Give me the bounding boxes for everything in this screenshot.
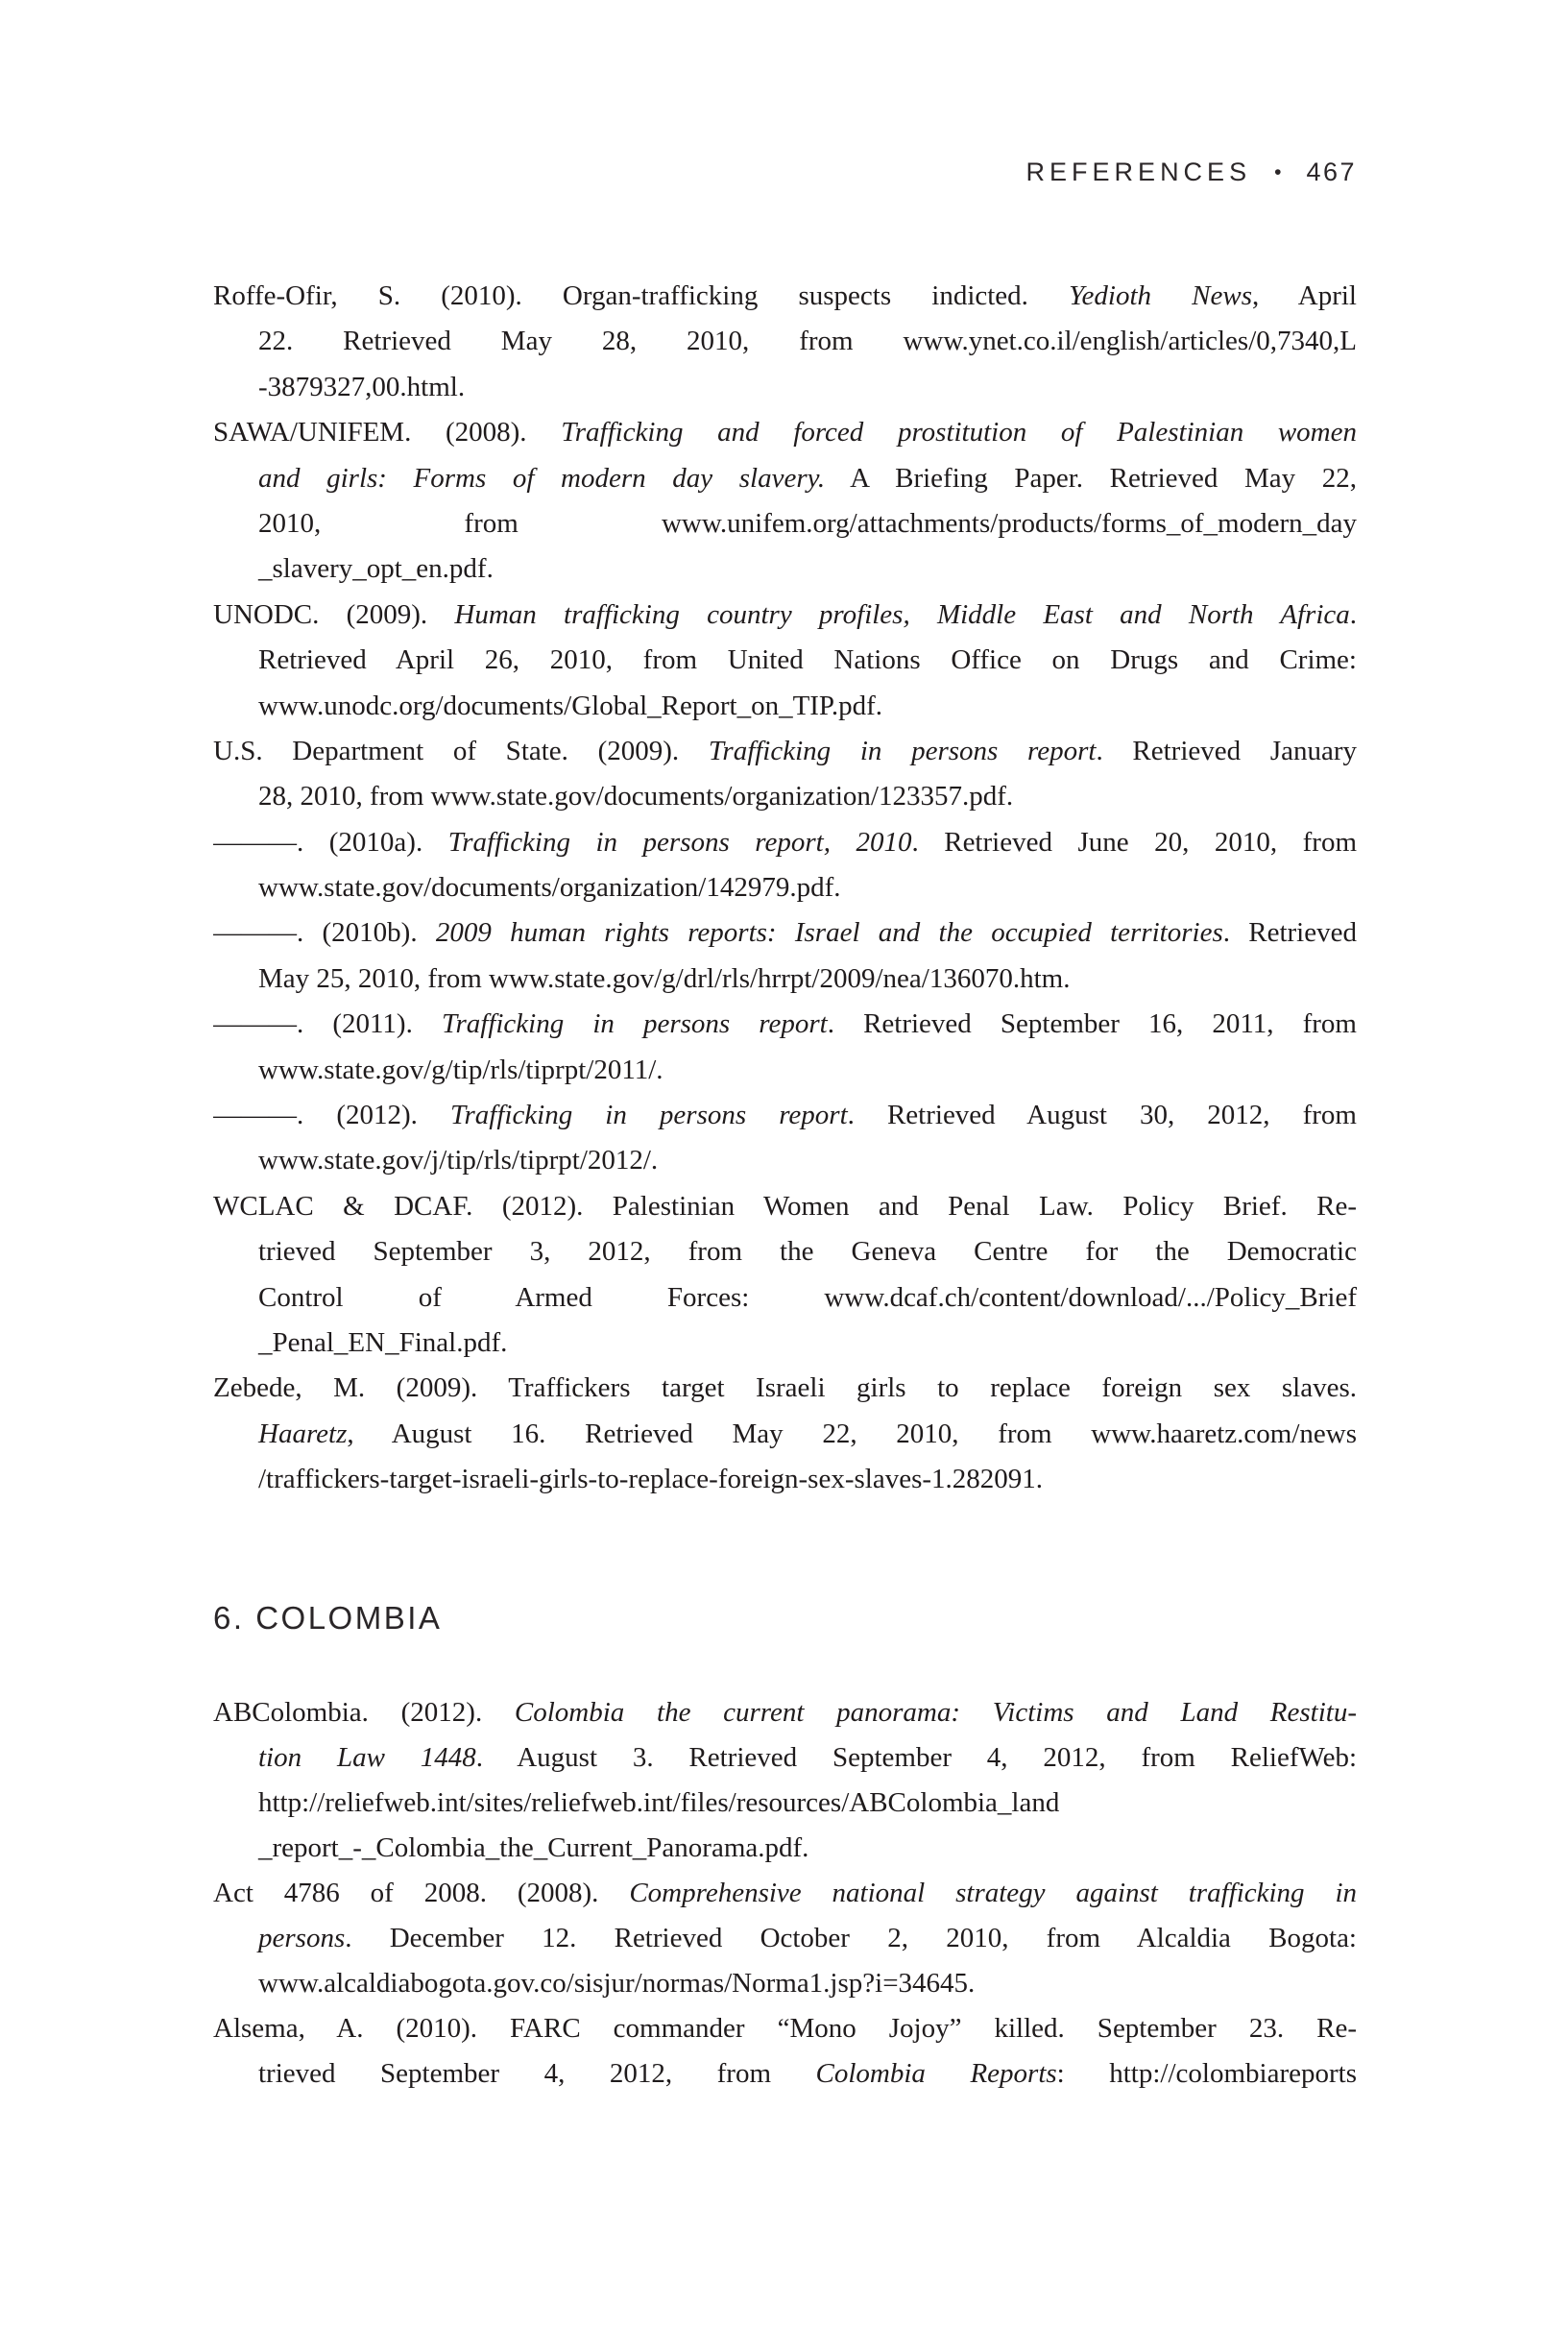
reference-line xyxy=(213,1093,1357,1138)
reference-text: Alsema, A. (2010). FARC commander “Mono Jojoy” killed. September 23. Re- xyxy=(213,2013,1357,2044)
reference-title-italic: Colombia Reports xyxy=(815,2058,1057,2089)
reference-line xyxy=(213,1048,1357,1093)
reference-line xyxy=(213,1871,1357,1916)
reference-text: www.state.gov/j/tip/rls/tiprpt/2012/. xyxy=(258,1145,659,1176)
reference-entry xyxy=(213,1690,1357,1871)
reference-text: Retrieved April 26, 2010, from United Nations Office on Drugs and Crime: xyxy=(258,644,1357,676)
reference-line xyxy=(213,1457,1357,1502)
reference-title-italic: Trafficking in persons report xyxy=(708,735,1097,766)
reference-line xyxy=(213,1916,1357,1961)
reference-text: ———. (2010a). xyxy=(213,826,448,858)
reference-entry xyxy=(213,820,1357,911)
reference-entry xyxy=(213,1093,1357,1184)
section-heading-colombia: 6. COLOMBIA xyxy=(213,1600,443,1636)
reference-line xyxy=(213,820,1357,865)
reference-text: ———. (2012). xyxy=(213,1100,450,1131)
reference-line xyxy=(213,319,1357,364)
reference-entry xyxy=(213,1184,1357,1367)
header-bullet-icon: • xyxy=(1274,161,1282,183)
reference-title-italic: Colombia the current panorama: Victims and Land Restitu- xyxy=(514,1697,1357,1728)
reference-line xyxy=(213,1184,1357,1229)
reference-text: ABColombia. (2012). xyxy=(213,1697,515,1728)
reference-line xyxy=(213,1735,1357,1781)
reference-line xyxy=(213,1275,1357,1321)
reference-line xyxy=(213,501,1357,546)
reference-title-italic: Haaretz xyxy=(258,1418,348,1449)
reference-line xyxy=(213,1961,1357,2006)
reference-text: . Retrieved August 30, 2012, from xyxy=(847,1100,1357,1131)
reference-text: 22. Retrieved May 28, 2010, from www.ynet.co.il/english/articles/0,7340,L xyxy=(258,326,1357,357)
references-list-part1 xyxy=(213,274,1357,1503)
reference-text: 2010, from www.unifem.org/attachments/products/forms_of_modern_day xyxy=(258,507,1357,539)
reference-text: WCLAC & DCAF. (2012). Palestinian Women and Penal Law. Policy Brief. Re- xyxy=(213,1190,1357,1222)
reference-text: /traffickers-target-israeli-girls-to-replace-foreign-sex-slaves-1.282091. xyxy=(258,1464,1044,1495)
references-list-colombia xyxy=(213,1690,1357,2097)
reference-title-italic: persons xyxy=(258,1923,346,1953)
reference-text: : http://colombiareports xyxy=(1056,2058,1357,2089)
reference-line xyxy=(213,1002,1357,1047)
reference-entry xyxy=(213,1002,1357,1093)
reference-text: U.S. Department of State. (2009). xyxy=(213,735,709,766)
reference-text: http://reliefweb.int/sites/reliefweb.int/files/resources/ABColombia_land xyxy=(258,1787,1060,1818)
page-number: 467 xyxy=(1306,158,1357,186)
reference-line xyxy=(213,593,1357,638)
reference-entry xyxy=(213,2006,1357,2097)
reference-line xyxy=(213,1321,1357,1366)
reference-line xyxy=(213,546,1357,592)
reference-title-italic: Trafficking in persons report xyxy=(449,1100,848,1131)
reference-text: _slavery_opt_en.pdf. xyxy=(258,553,494,585)
reference-line xyxy=(213,910,1357,956)
reference-text: 28, 2010, from www.state.gov/documents/organization/123357.pdf. xyxy=(258,781,1014,812)
running-header xyxy=(1026,158,1357,187)
reference-text: . August 3. Retrieved September 4, 2012, from ReliefWeb: xyxy=(475,1742,1357,1773)
reference-line xyxy=(213,365,1357,410)
reference-text: www.alcaldiabogota.gov.co/sisjur/normas/Norma1.jsp?i=34645. xyxy=(258,1968,976,1999)
reference-line xyxy=(213,2006,1357,2051)
reference-text: . Retrieved xyxy=(1222,917,1357,949)
reference-entry xyxy=(213,910,1357,1002)
reference-title-italic: Trafficking and forced prostitution of Palestinian women xyxy=(561,417,1357,449)
reference-title-italic: Comprehensive national strategy against trafficking in xyxy=(629,1878,1357,1908)
reference-title-italic: Trafficking in persons report, 2010 xyxy=(447,826,912,858)
reference-line xyxy=(213,638,1357,683)
reference-title-italic: tion Law 1448 xyxy=(258,1742,476,1773)
reference-line xyxy=(213,774,1357,819)
reference-entry xyxy=(213,1871,1357,2006)
reference-text: ———. (2010b). xyxy=(213,917,436,949)
reference-text: trieved September 4, 2012, from xyxy=(258,2058,816,2089)
reference-entry xyxy=(213,274,1357,410)
running-header-title: REFERENCES xyxy=(1025,158,1252,186)
reference-text: www.state.gov/g/tip/rls/tiprpt/2011/. xyxy=(258,1054,663,1085)
reference-text: . xyxy=(1349,598,1357,630)
reference-text: Control of Armed Forces: www.dcaf.ch/content/download/.../Policy_Brief xyxy=(258,1281,1357,1313)
reference-text: . December 12. Retrieved October 2, 2010, from Alcaldia Bogota: xyxy=(345,1923,1357,1953)
reference-text: . Retrieved June 20, 2010, from xyxy=(911,826,1357,858)
reference-text: _report_-_Colombia_the_Current_Panorama.pdf. xyxy=(258,1832,809,1863)
reference-line xyxy=(213,456,1357,501)
reference-line xyxy=(213,1366,1357,1411)
reference-text: ———. (2011). xyxy=(213,1008,442,1040)
reference-line xyxy=(213,957,1357,1002)
reference-text: Act 4786 of 2008. (2008). xyxy=(213,1878,630,1908)
reference-text: _Penal_EN_Final.pdf. xyxy=(258,1326,508,1358)
reference-line xyxy=(213,1229,1357,1274)
reference-entry xyxy=(213,593,1357,729)
reference-title-italic: Yedioth News xyxy=(1069,280,1252,311)
reference-line xyxy=(213,1690,1357,1735)
reference-line xyxy=(213,410,1357,455)
reference-text: , April xyxy=(1251,280,1357,311)
reference-line xyxy=(213,1781,1357,1826)
reference-text: . Retrieved January xyxy=(1096,735,1357,766)
reference-text: SAWA/UNIFEM. (2008). xyxy=(213,417,562,449)
reference-line xyxy=(213,1412,1357,1457)
reference-line xyxy=(213,274,1357,319)
reference-line xyxy=(213,684,1357,729)
reference-entry xyxy=(213,410,1357,593)
reference-title-italic: Human trafficking country profiles, Middle East and North Africa xyxy=(454,598,1350,630)
reference-line xyxy=(213,2051,1357,2097)
reference-line xyxy=(213,729,1357,774)
reference-line xyxy=(213,865,1357,910)
reference-text: Zebede, M. (2009). Traffickers target Israeli girls to replace foreign sex slaves. xyxy=(213,1372,1357,1404)
reference-text: trieved September 3, 2012, from the Geneva Centre for the Democratic xyxy=(258,1236,1357,1268)
reference-text: www.unodc.org/documents/Global_Report_on_TIP.pdf. xyxy=(258,690,883,721)
reference-title-italic: and girls: Forms of modern day slavery. xyxy=(258,462,826,494)
reference-text: UNODC. (2009). xyxy=(213,598,455,630)
reference-title-italic: Trafficking in persons report xyxy=(441,1008,828,1040)
reference-text: Roffe-Ofir, S. (2010). Organ-trafficking suspects indicted. xyxy=(213,280,1070,311)
reference-text: , August 16. Retrieved May 22, 2010, from www.haaretz.com/news xyxy=(347,1418,1357,1449)
reference-text: www.state.gov/documents/organization/142979.pdf. xyxy=(258,872,841,904)
reference-entry xyxy=(213,729,1357,820)
reference-line xyxy=(213,1138,1357,1183)
reference-text: May 25, 2010, from www.state.gov/g/drl/rls/hrrpt/2009/nea/136070.htm. xyxy=(258,962,1071,994)
reference-text: -3879327,00.html. xyxy=(258,371,466,402)
reference-text: . Retrieved September 16, 2011, from xyxy=(827,1008,1357,1040)
reference-line xyxy=(213,1826,1357,1871)
reference-entry xyxy=(213,1366,1357,1502)
reference-text: A Briefing Paper. Retrieved May 22, xyxy=(825,462,1357,494)
reference-title-italic: 2009 human rights reports: Israel and the occupied territories xyxy=(435,917,1223,949)
